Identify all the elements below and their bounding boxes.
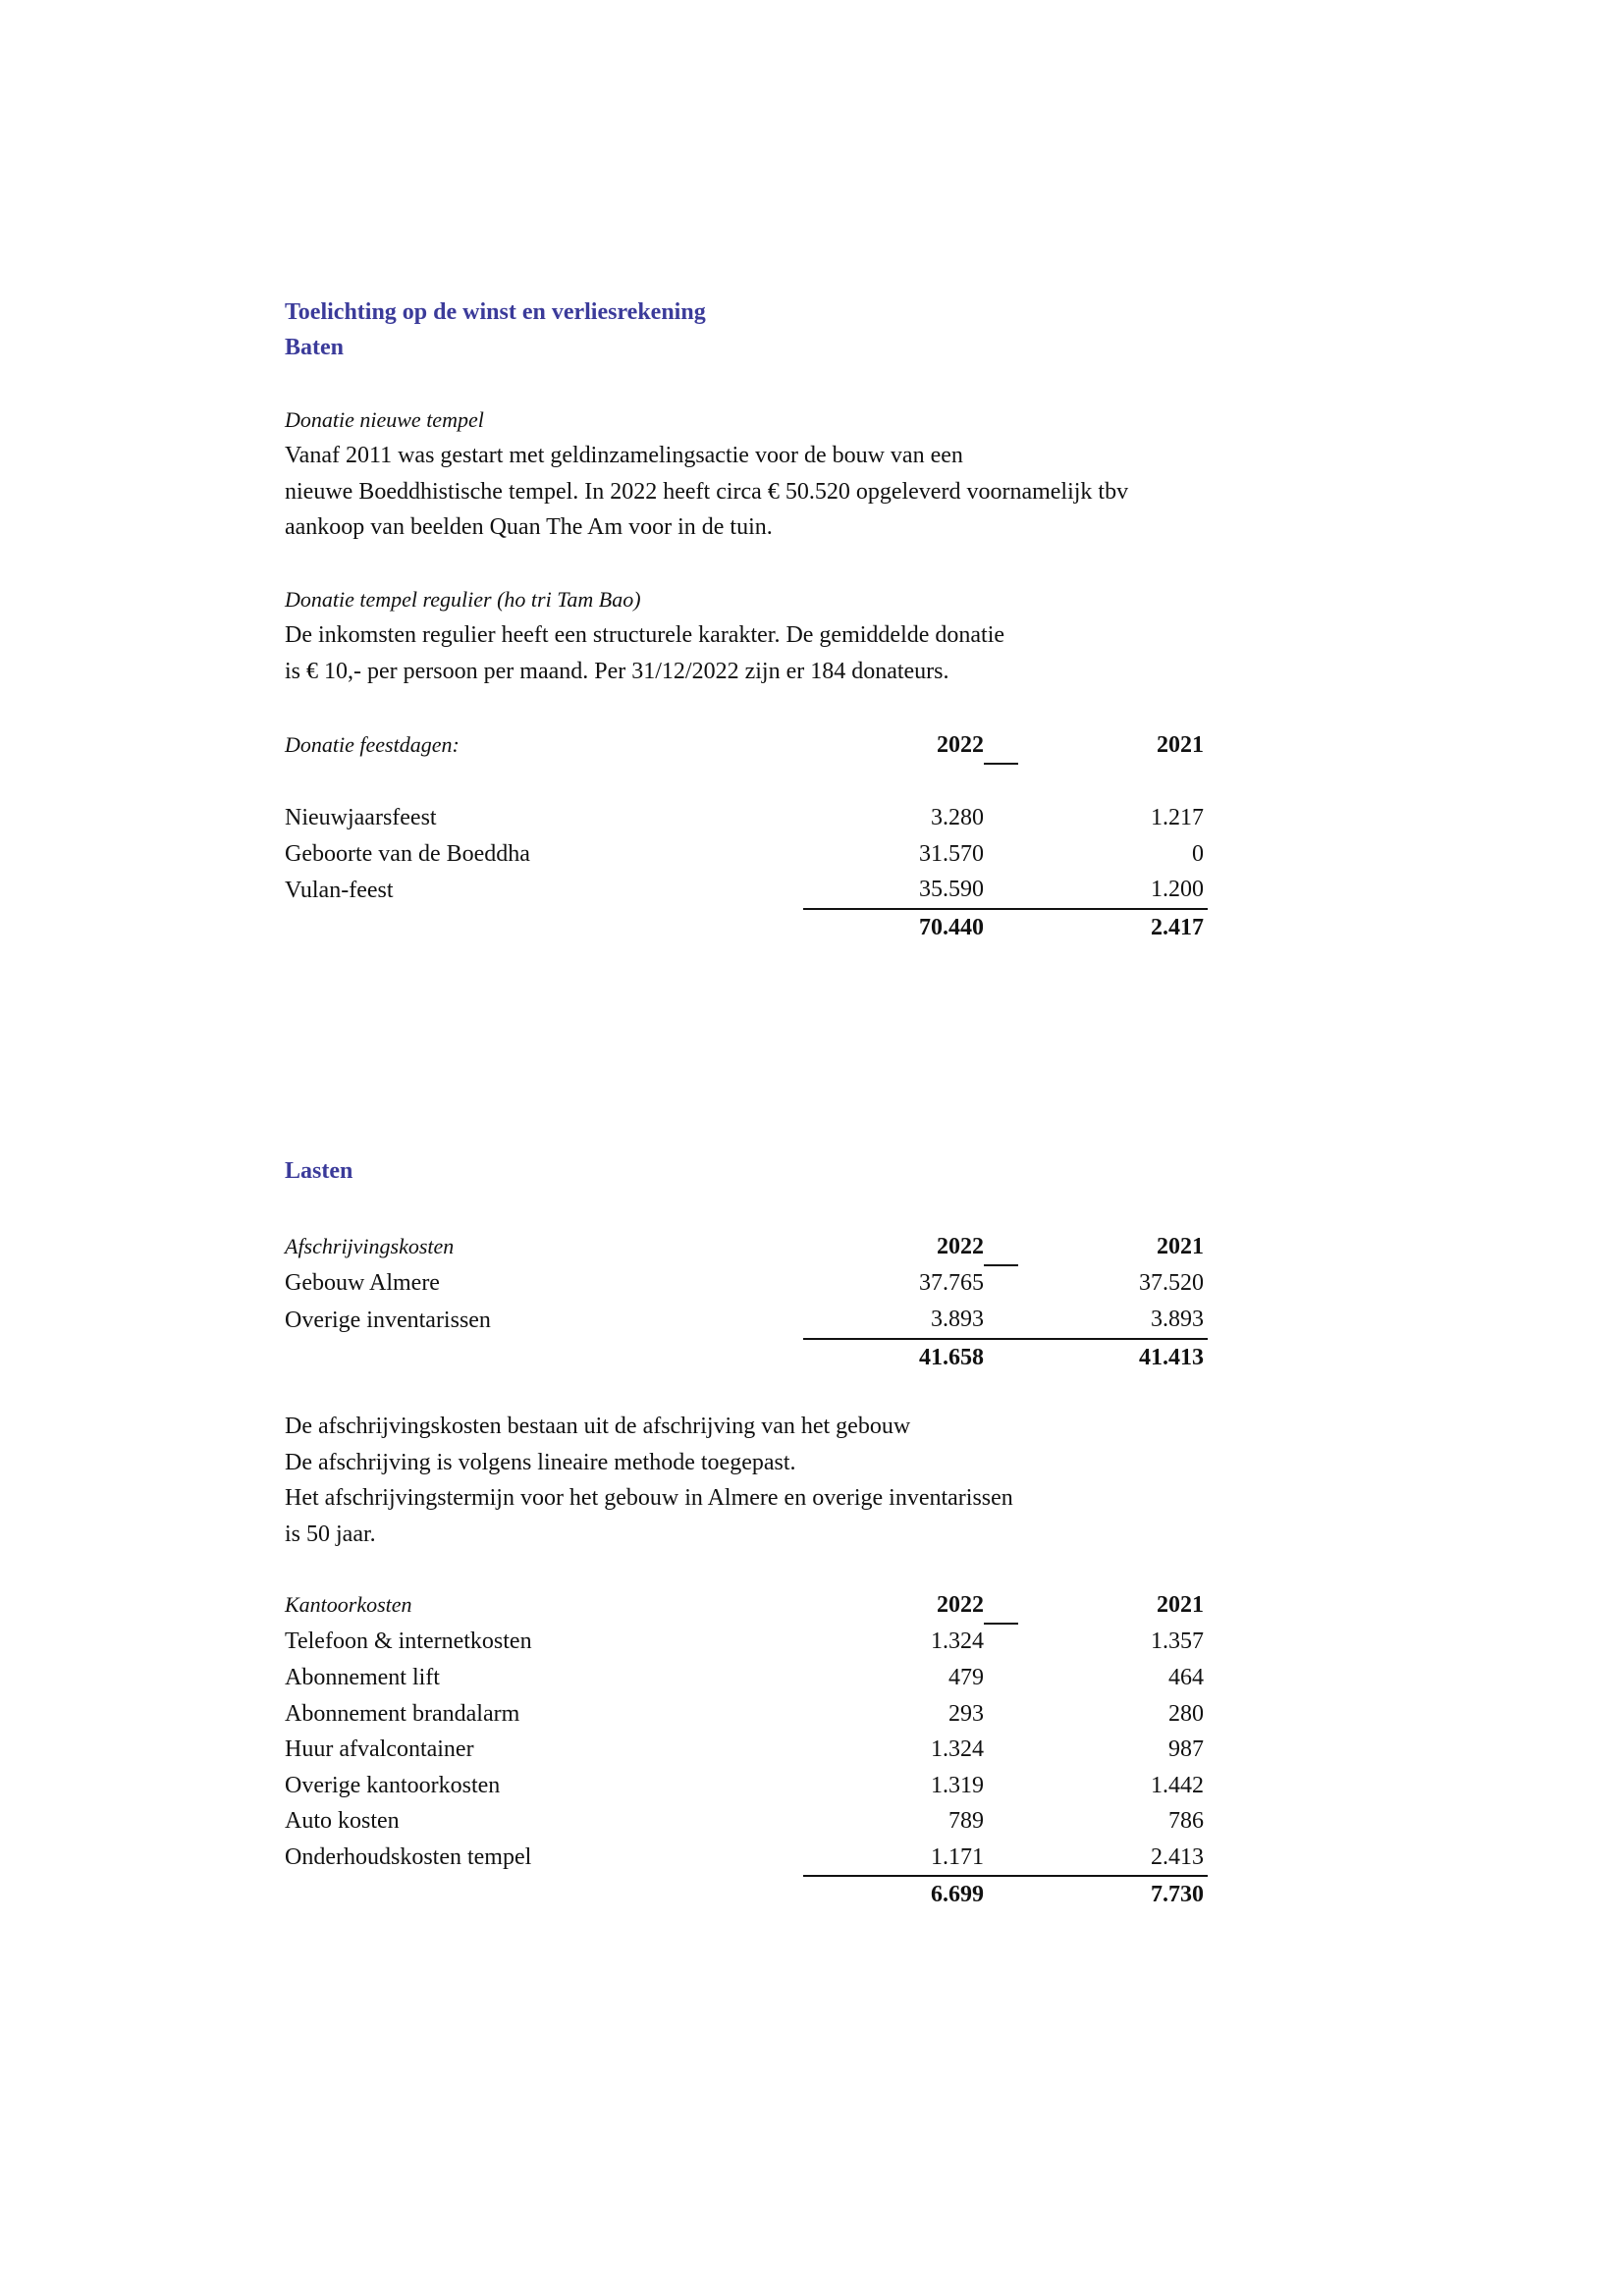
table-row [285,1624,1208,1661]
row-label: Overige kantoorkosten [285,1772,501,1798]
col-2022-header: 2022 [937,1591,985,1618]
row-value-2021: 2.413 [1018,1840,1208,1877]
total-2022: 41.658 [918,1344,984,1370]
section-lasten-title: Lasten [285,1158,353,1184]
row-label: Abonnement lift [285,1665,440,1690]
table-row [285,1696,1208,1733]
afschrijving-explanation [285,1409,1208,1552]
table-row [285,1265,1208,1303]
afschrijving-table [285,1228,1208,1375]
row-value-2022: 37.765 [918,1270,984,1296]
explanation-line: De afschrijvingskosten bestaan uit de afschrijving van het gebouw [285,1414,911,1439]
row-value-2021: 786 [1168,1808,1204,1834]
row-value-2021: 1.442 [1151,1772,1204,1798]
col-2021-header: 2021 [1157,1591,1204,1618]
col-2021-header: 2021 [1157,731,1204,758]
row-value-2022: 789 [948,1808,985,1834]
row-label: Telefoon & internetkosten [285,1629,532,1654]
col-2022-header: 2022 [936,1233,984,1259]
row-value-2022: 1.324 [931,1629,985,1654]
row-label: Overige inventarissen [285,1307,491,1333]
section-baten-title: Baten [285,335,344,360]
kantoor-table [285,1586,1208,1913]
total-2022: 70.440 [919,914,985,940]
table-row [285,1803,1208,1840]
col-2022-header: 2022 [937,731,985,758]
baten-header [285,294,1208,365]
total-row [285,909,1208,946]
afschrijving-label: Afschrijvingskosten [285,1233,455,1258]
table-row [285,1732,1208,1768]
row-value-2021: 37.520 [1139,1270,1204,1296]
row-label: Gebouw Almere [285,1270,440,1296]
row-value-2021: 464 [1168,1665,1204,1690]
total-2022: 6.699 [931,1882,985,1907]
regulier-line: De inkomsten regulier heeft een structurele karakter. De gemiddelde donatie [285,622,1005,648]
row-value-2021: 1.217 [1151,805,1204,830]
row-label: Huur afvalcontainer [285,1736,474,1762]
row-value-2022: 293 [948,1700,985,1727]
total-2021: 2.417 [1151,914,1204,940]
row-value-2021: 1.357 [1151,1629,1204,1654]
nieuwe-tempel-line: aankoop van beelden Quan The Am voor in de tuin. [285,514,773,540]
row-value-2022: 35.590 [803,872,984,909]
feestdagen-table [285,726,1208,945]
table-row [285,836,1208,873]
table-row [285,1302,1208,1339]
row-label: Auto kosten [285,1808,400,1834]
row-label: Onderhoudskosten tempel [285,1844,532,1870]
row-value-2022: 1.171 [803,1840,984,1877]
table-header-row [285,726,1208,764]
table-row [285,1660,1208,1696]
row-value-2021: 0 [1192,840,1204,867]
row-value-2021: 3.893 [1018,1302,1208,1339]
row-value-2022: 1.324 [931,1736,985,1762]
feestdagen-label: Donatie feestdagen: [285,731,460,757]
nieuwe-tempel-line: nieuwe Boeddhistische tempel. In 2022 heeft circa € 50.520 opgeleverd voornamelijk tbv [285,478,1129,505]
row-value-2022: 3.280 [931,805,985,830]
row-value-2021: 1.200 [1018,872,1208,909]
nieuwe-tempel-subtitle: Donatie nieuwe tempel [285,407,484,432]
explanation-line: De afschrijving is volgens lineaire methode toegepast. [285,1449,796,1475]
table-row [285,1840,1208,1877]
row-value-2022: 479 [948,1665,985,1690]
row-value-2021: 987 [1168,1736,1204,1762]
table-header-row [285,1586,1208,1624]
row-label: Abonnement brandalarm [285,1700,520,1727]
nieuwe-tempel-section [285,402,1208,546]
row-value-2022: 31.570 [919,840,985,867]
nieuwe-tempel-line: Vanaf 2011 was gestart met geldinzamelingsactie voor de bouw van een [285,443,963,468]
lasten-header [285,1153,1208,1189]
col-2021-header: 2021 [1157,1233,1204,1259]
row-label: Geboorte van de Boeddha [285,840,530,867]
kantoor-label: Kantoorkosten [285,1591,412,1617]
regulier-section [285,582,1208,689]
table-row [285,1768,1208,1804]
table-row [285,872,1208,909]
table-header-row [285,1228,1208,1265]
row-value-2022: 3.893 [803,1302,984,1339]
regulier-line: is € 10,- per persoon per maand. Per 31/12/2022 zijn er 184 donateurs. [285,658,949,684]
page-title: Toelichting op de winst en verliesrekening [285,299,706,325]
explanation-line: Het afschrijvingstermijn voor het gebouw in Almere en overige inventarissen [285,1485,1013,1511]
row-label: Nieuwjaarsfeest [285,805,437,830]
total-row [285,1339,1208,1376]
explanation-line: is 50 jaar. [285,1521,376,1547]
row-value-2022: 1.319 [931,1772,985,1798]
total-row [285,1876,1208,1913]
row-label: Vulan-feest [285,877,394,903]
row-value-2021: 280 [1168,1700,1204,1727]
table-row [285,800,1208,836]
total-2021: 7.730 [1151,1882,1204,1907]
regulier-subtitle: Donatie tempel regulier (ho tri Tam Bao) [285,587,641,612]
total-2021: 41.413 [1139,1344,1204,1370]
